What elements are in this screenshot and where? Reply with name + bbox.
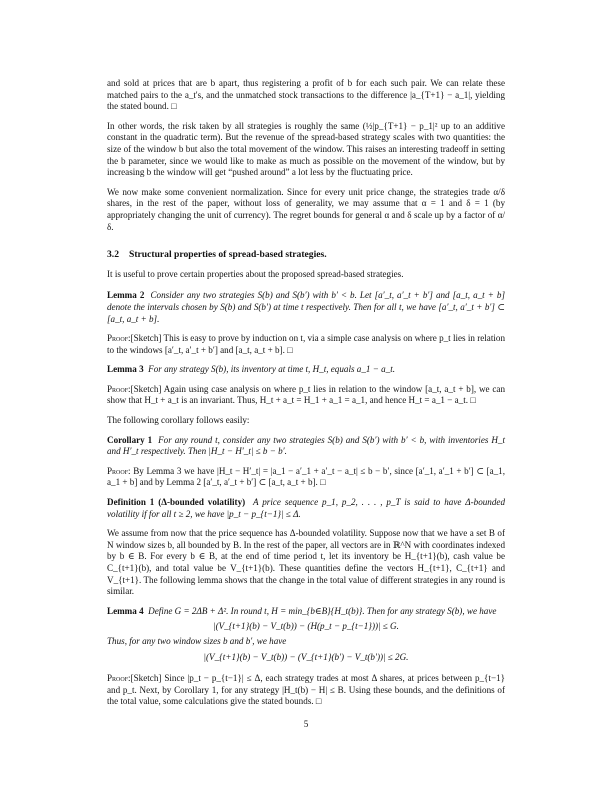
paragraph: and sold at prices that are b apart, thus registering a profit of b for each such pair. We can relate these matched pairs to the a_t's, and the unmatched stock transactions to the difference |a_{T+1} − a_1|, yielding the stated bound. □ <box>107 78 505 112</box>
lemma-2-proof: Proof:[Sketch] This is easy to prove by induction on t, via a simple case analysis on where p_t lies in relation to the windows [a′_t, a′_t + b′] and [a_t, a_t + b]. □ <box>107 333 505 355</box>
paragraph: We now make some convenient normalization. Since for every unit price change, the strategies trade α/δ shares, in the rest of the paper, without loss of generality, we may assume that α = 1 and δ = 1 (by appropriately changing the unit of currency). The regret bounds for general α and δ scale up by a factor of α/δ. <box>107 186 505 232</box>
equation: |(V_{t+1}(b) − V_t(b)) − (H(p_t − p_{t−1}))| ≤ G. <box>213 621 399 632</box>
lemma-3: Lemma 3 For any strategy S(b), its inventory at time t, H_t, equals a_1 − a_t. <box>107 364 396 375</box>
lemma-4-continued: Thus, for any two window sizes b and b′, we have <box>107 636 287 647</box>
equation: |(V_{t+1}(b) − V_t(b)) − (V_{t+1}(b′) − V_t(b′))| ≤ 2G. <box>203 651 409 662</box>
lemma-4-proof: Proof:[Sketch] Since |p_t − p_{t−1}| ≤ Δ, each strategy trades at most Δ shares, at prices between p_{t−1} and p_t. Next, by Corollary 1, for any strategy |H_t(b) − H| ≤ B. Using these bounds, and the definitions of the total value, some calculations give the stated bounds. □ <box>107 672 505 707</box>
section-intro: It is useful to prove certain properties about the proposed spread-based strategies. <box>107 268 404 279</box>
corollary-1-proof: Proof: By Lemma 3 we have |H_t − H′_t| = |a_1 − a′_1 + a′_t − a_t| ≤ b − b′, since [a′_1, a′_1 + b′] ⊂ [a_1, a_1 + b] and by Lemma 2 [a′_t, a′_t + b′] ⊂ [a_t, a_t + b]. □ <box>107 465 505 488</box>
section-heading: 3.2 Structural properties of spread-based strategies. <box>107 249 327 261</box>
definition-1: Definition 1 (Δ-bounded volatility) A price sequence p_1, p_2, . . . , p_T is said to have Δ-bounded volatility if for all t ≥ 2, we have |p_t − p_{t−1}| ≤ Δ. <box>107 497 505 519</box>
corollary-1: Corollary 1 For any round t, consider any two strategies S(b) and S(b′) with b′ < b, with inventories H_t and H′_t respectively. Then |H_t − H′_t| ≤ b − b′. <box>107 434 505 457</box>
lemma-2: Lemma 2 Consider any two strategies S(b) and S(b′) with b′ < b. Let [a′_t, a′_t + b′] and [a_t, a_t + b] denote the intervals chosen by S(b) and S(b′) at time t respectively. Then for all t, we have [a′_t, a′_t + b′] ⊂ [a_t, a_t + b]. <box>107 290 506 324</box>
lemma-3-proof: Proof:[Sketch] Again using case analysis on where p_t lies in relation to the window [a_t, a_t + b], we can show that H_t + a_t is an invariant. Thus, H_t + a_t = H_1 + a_1 = a_1, and hence H_t = a_1 − a_t. □ <box>107 383 505 406</box>
paragraph: In other words, the risk taken by all strategies is roughly the same (½|p_{T+1} − p_1|² up to an additive constant in the quadratic term). But the revenue of the spread-based strategy scales with two quantities: the size of the window b but also the total movement of the window. This raises an interesting tradeoff in setting the b parameter, since we would like to make as much as possible on the movement of the window, but by increasing b the window will get “pushed around” a lot less by the fluctuating price. <box>107 120 505 178</box>
lemma-4: Lemma 4 Define G = 2ΔB + Δ². In round t, H = min_{b∈B}{H_t(b)}. Then for any strategy S(b), we have <box>107 605 497 616</box>
corollary-intro: The following corollary follows easily: <box>107 415 250 426</box>
paragraph: We assume from now that the price sequence has Δ-bounded volatility. Suppose now that we have a set B of N window sizes b, all bounded by B. In the rest of the paper, all vectors are in ℝ^N with coordinates indexed by b ∈ B. For every b ∈ B, at the end of time period t, let its inventory be H_{t+1}(b), cash value be C_{t+1}(b), and total value be V_{t+1}(b). These quantities define the vectors H_{t+1}, C_{t+1} and V_{t+1}. The following lemma shows that the change in the total value of different strategies in any round is similar. <box>107 528 505 597</box>
page-number: 5 <box>303 719 309 729</box>
page-body <box>107 78 505 708</box>
